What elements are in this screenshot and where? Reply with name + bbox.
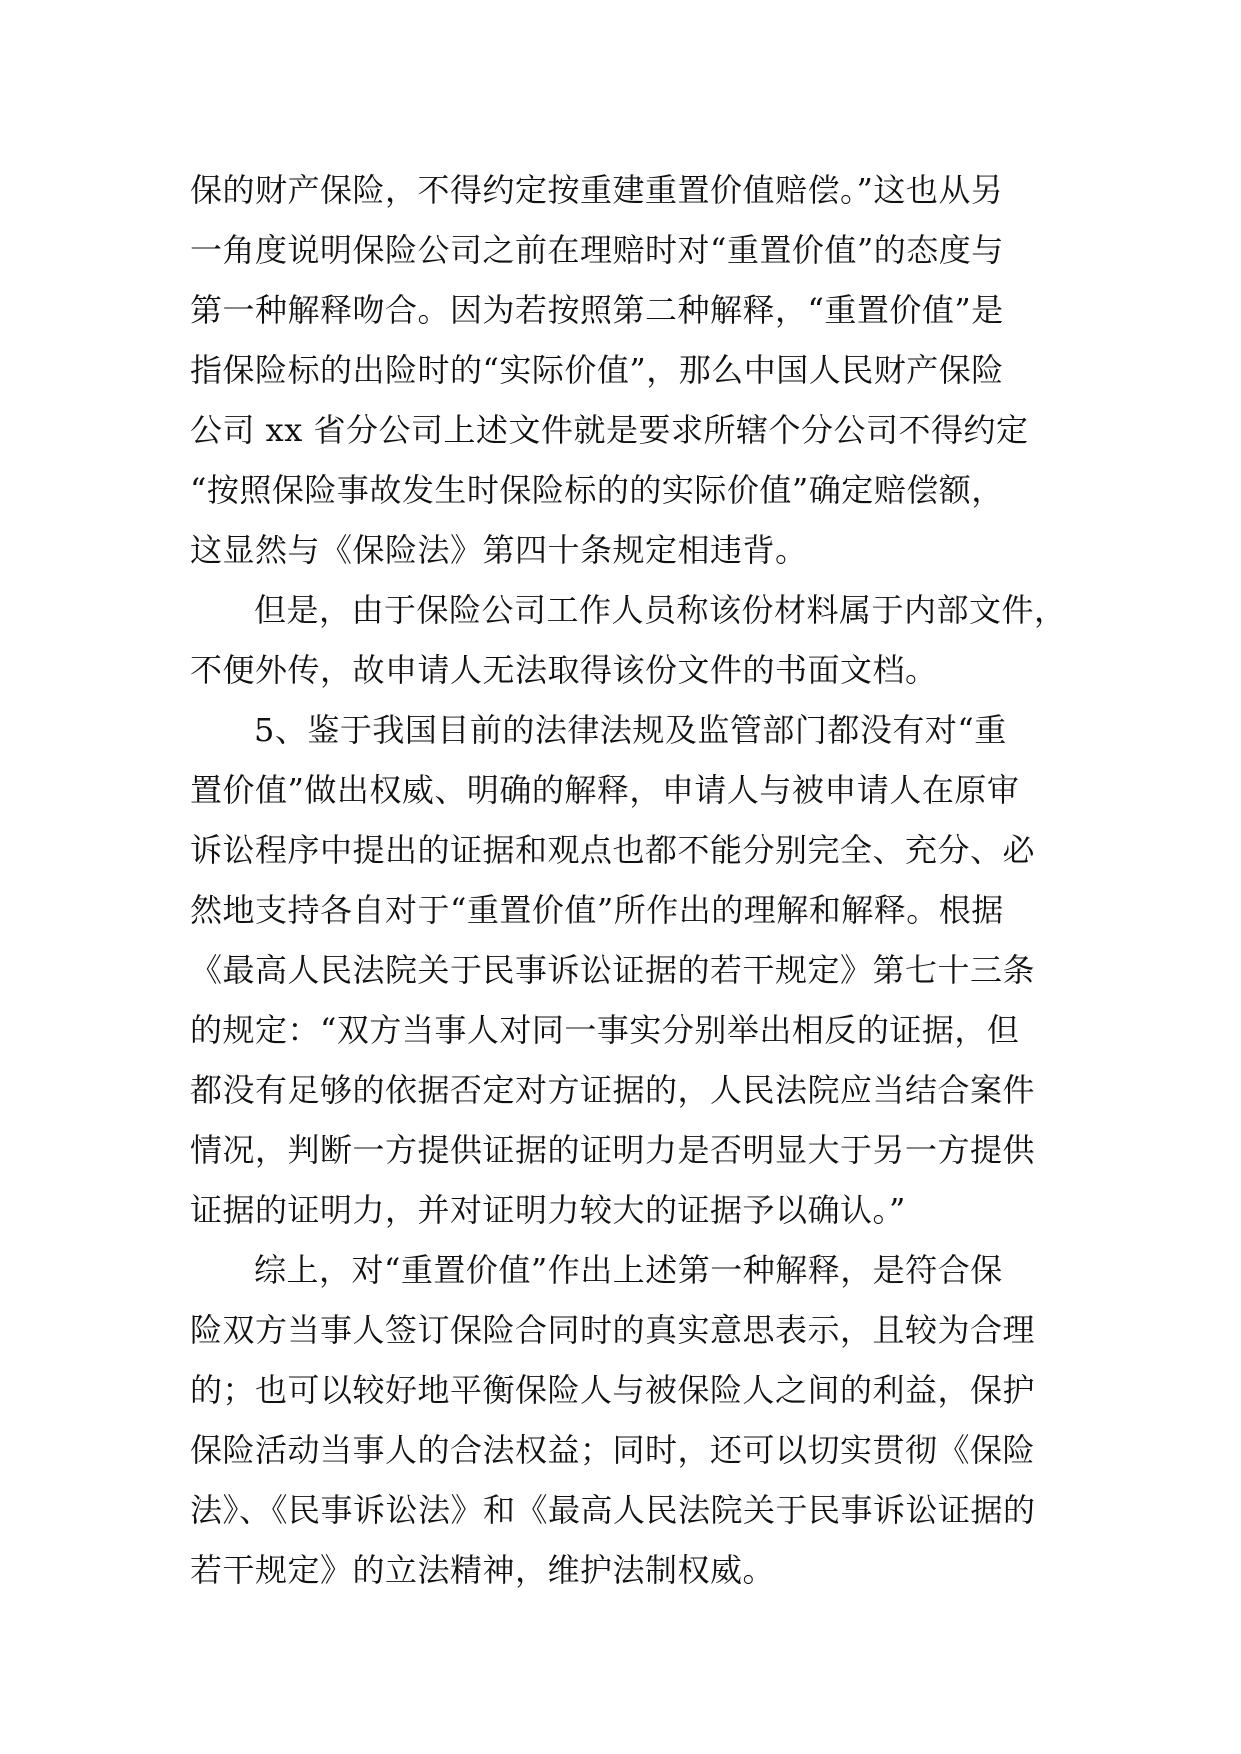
- text-line: 险双方当事人签订保险合同时的真实意思表示，且较为合理: [190, 1311, 1036, 1349]
- text-line: “按照保险事故发生时保险标的的实际价值”确定赔偿额，: [190, 471, 1004, 509]
- text-line: 情况，判断一方提供证据的证明力是否明显大于另一方提供: [190, 1131, 1036, 1169]
- text-line: 置价值”做出权威、明确的解释，申请人与被申请人在原审: [190, 771, 1020, 809]
- text-line: 的规定：“双方当事人对同一事实分别举出相反的证据，但: [190, 1011, 1020, 1049]
- text-line: 若干规定》的立法精神，维护法制权威。: [190, 1551, 776, 1589]
- text-line: 这显然与《保险法》第四十条规定相违背。: [190, 531, 808, 569]
- text-line: 证据的证明力，并对证明力较大的证据予以确认。”: [190, 1191, 906, 1229]
- text-line: 都没有足够的依据否定对方证据的，人民法院应当结合案件: [190, 1071, 1036, 1109]
- paragraph-start-line: 5、鉴于我国目前的法律法规及监管部门都没有对“重: [254, 711, 1007, 749]
- text-line: 不便外传，故申请人无法取得该份文件的书面文档。: [190, 651, 938, 689]
- text-line: 第一种解释吻合。因为若按照第二种解释，“重置价值”是: [190, 291, 1004, 329]
- text-line: 法》、《民事诉讼法》和《最高人民法院关于民事诉讼证据的: [190, 1491, 1036, 1529]
- text-line: 保险活动当事人的合法权益；同时，还可以切实贯彻《保险: [190, 1431, 1036, 1469]
- text-line: 的；也可以较好地平衡保险人与被保险人之间的利益，保护: [190, 1371, 1036, 1409]
- paragraph-start-line: 综上，对“重置价值”作出上述第一种解释，是符合保: [254, 1251, 1003, 1289]
- text-line: 指保险标的出险时的“实际价值”，那么中国人民财产保险: [190, 351, 1004, 389]
- paragraph-start-line: 但是，由于保险公司工作人员称该份材料属于内部文件，: [254, 591, 1067, 629]
- text-line: 诉讼程序中提出的证据和观点也都不能分别完全、充分、必: [190, 831, 1036, 869]
- document-body: [190, 160, 1067, 1600]
- text-line: 公司 xx 省分公司上述文件就是要求所辖个分公司不得约定: [190, 411, 1029, 449]
- text-line: 《最高人民法院关于民事诉讼证据的若干规定》第七十三条: [190, 951, 1036, 989]
- text-line: 保的财产保险，不得约定按重建重置价值赔偿。”这也从另: [190, 171, 1004, 209]
- text-line: 然地支持各自对于“重置价值”所作出的理解和解释。根据: [190, 891, 1004, 929]
- text-line: 一角度说明保险公司之前在理赔时对“重置价值”的态度与: [190, 231, 1004, 269]
